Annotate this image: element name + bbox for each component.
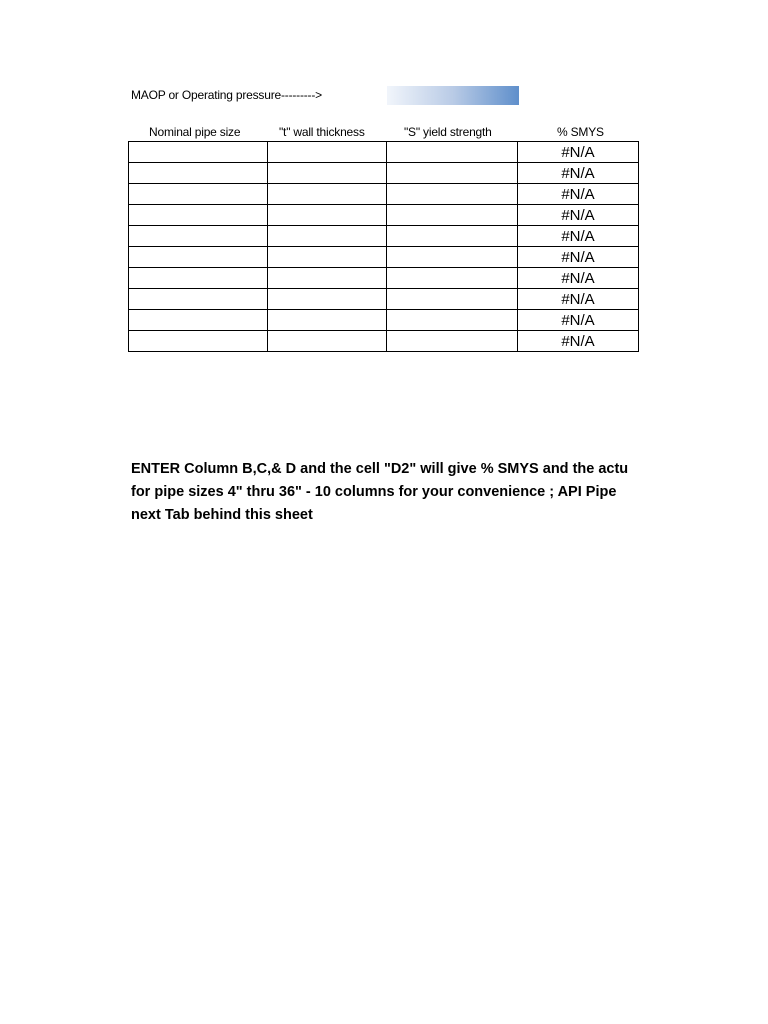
cell-nominal-pipe-size[interactable] xyxy=(129,163,268,184)
cell-smys: #N/A xyxy=(518,163,639,184)
maop-label: MAOP or Operating pressure---------> xyxy=(131,88,322,102)
header-yield-strength: "S" yield strength xyxy=(404,125,492,139)
maop-row xyxy=(131,86,531,106)
cell-yield-strength[interactable] xyxy=(387,205,518,226)
cell-nominal-pipe-size[interactable] xyxy=(129,184,268,205)
cell-wall-thickness[interactable] xyxy=(268,163,387,184)
cell-smys: #N/A xyxy=(518,247,639,268)
cell-wall-thickness[interactable] xyxy=(268,247,387,268)
cell-smys: #N/A xyxy=(518,310,639,331)
table-row xyxy=(129,184,639,205)
instruction-line: next Tab behind this sheet xyxy=(131,507,313,523)
table-row xyxy=(129,289,639,310)
instructions-text xyxy=(131,458,641,527)
cell-wall-thickness[interactable] xyxy=(268,331,387,352)
cell-smys: #N/A xyxy=(518,289,639,310)
maop-pressure-input[interactable] xyxy=(387,86,519,105)
table-row xyxy=(129,205,639,226)
header-smys: % SMYS xyxy=(557,125,604,139)
cell-smys: #N/A xyxy=(518,205,639,226)
cell-yield-strength[interactable] xyxy=(387,268,518,289)
table-row xyxy=(129,142,639,163)
header-nominal-pipe-size: Nominal pipe size xyxy=(149,125,241,139)
cell-yield-strength[interactable] xyxy=(387,226,518,247)
table-row xyxy=(129,268,639,289)
table-row xyxy=(129,331,639,352)
cell-smys: #N/A xyxy=(518,184,639,205)
table-row xyxy=(129,163,639,184)
cell-wall-thickness[interactable] xyxy=(268,289,387,310)
cell-wall-thickness[interactable] xyxy=(268,184,387,205)
cell-smys: #N/A xyxy=(518,268,639,289)
cell-nominal-pipe-size[interactable] xyxy=(129,226,268,247)
cell-wall-thickness[interactable] xyxy=(268,142,387,163)
cell-smys: #N/A xyxy=(518,226,639,247)
cell-nominal-pipe-size[interactable] xyxy=(129,268,268,289)
cell-yield-strength[interactable] xyxy=(387,163,518,184)
instruction-line: ENTER Column B,C,& D and the cell "D2" will give % SMYS and the actu xyxy=(131,461,629,477)
cell-yield-strength[interactable] xyxy=(387,247,518,268)
cell-smys: #N/A xyxy=(518,142,639,163)
cell-wall-thickness[interactable] xyxy=(268,205,387,226)
instruction-line: for pipe sizes 4" thru 36" - 10 columns for your convenience ; API Pipe xyxy=(131,484,617,500)
table-row xyxy=(129,226,639,247)
cell-yield-strength[interactable] xyxy=(387,184,518,205)
pipe-data-table xyxy=(128,141,639,352)
cell-yield-strength[interactable] xyxy=(387,289,518,310)
cell-nominal-pipe-size[interactable] xyxy=(129,142,268,163)
table-row xyxy=(129,310,639,331)
cell-yield-strength[interactable] xyxy=(387,310,518,331)
table-row xyxy=(129,247,639,268)
cell-nominal-pipe-size[interactable] xyxy=(129,310,268,331)
cell-wall-thickness[interactable] xyxy=(268,268,387,289)
cell-nominal-pipe-size[interactable] xyxy=(129,205,268,226)
cell-nominal-pipe-size[interactable] xyxy=(129,331,268,352)
cell-nominal-pipe-size[interactable] xyxy=(129,247,268,268)
cell-smys: #N/A xyxy=(518,331,639,352)
cell-wall-thickness[interactable] xyxy=(268,310,387,331)
cell-yield-strength[interactable] xyxy=(387,331,518,352)
cell-wall-thickness[interactable] xyxy=(268,226,387,247)
header-wall-thickness: "t" wall thickness xyxy=(279,125,365,139)
cell-yield-strength[interactable] xyxy=(387,142,518,163)
cell-nominal-pipe-size[interactable] xyxy=(129,289,268,310)
